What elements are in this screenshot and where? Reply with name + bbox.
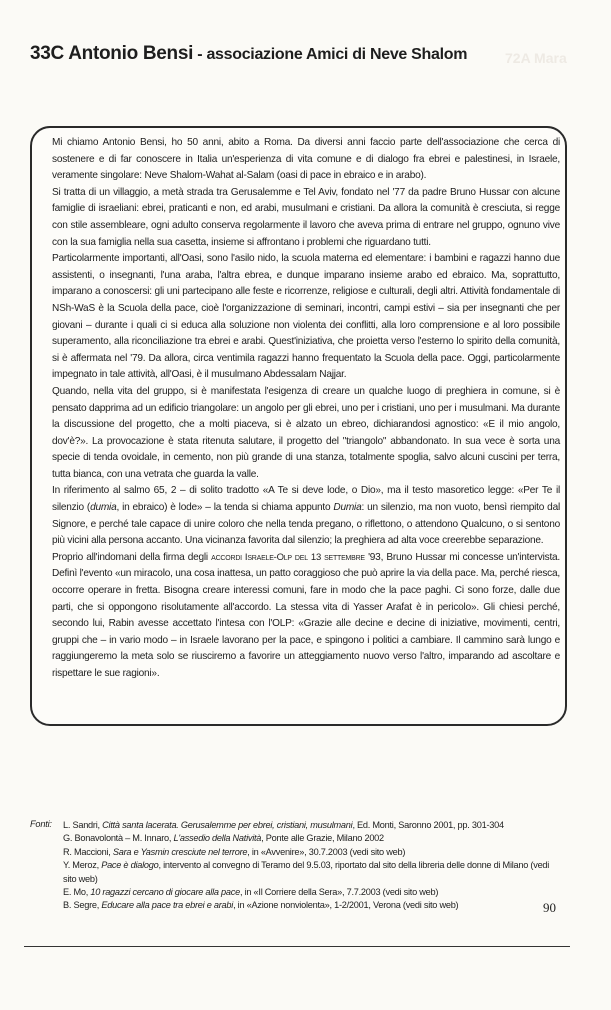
title-name: 33C Antonio Bensi bbox=[30, 43, 194, 64]
footer-divider bbox=[24, 946, 570, 947]
paragraph-interview: Proprio all'indomani della firma degli accordi Israele-Olp del 13 settembre '93, Bruno Hussar mi concesse un'intervista. Definì l'evento «un miracolo, una cosa inattesa, un patto coraggioso che può aprire la via della pace. Ma, perché riesca, occorre operare in fretta. Bisogna creare interessi comuni, fare in modo che la pace paghi. Ci sono forze, dalle due parti, che si oppongono risolutamente all'accordo. La stessa vita di Yasser Arafat è in pericolo». Gli chiesi perché, secondo lui, Rabin avesse accettato l'intesa con l'OLP: «Grazie alle decine e decine di iniziative, movimenti, centri, gruppi che – in vario modo – in Israele lavorano per la pace, e spingono i politici a cambiare. Il cammino sarà lungo e raggiungeremo la meta solo se riusciremo a favorire un atteggiamento nuovo verso l'altro, imparando ad ascoltare e rispettare le sue ragioni». bbox=[52, 551, 561, 679]
source-item: R. Maccioni, Sara e Yasmin cresciute nel terrore, in «Avvenire», 30.7.2003 (vedi sito web) bbox=[63, 846, 406, 857]
source-item: Y. Meroz, Pace è dialogo, intervento al convegno di Teramo del 9.5.03, riportato dal sito della libreria delle donne di Milano (vedi sito web) bbox=[63, 860, 550, 884]
paragraph-prayer-place: Quando, nella vita del gruppo, si è manifestata l'esigenza di creare un qualche luogo di preghiera in comune, si è pensato dapprima ad un edificio triangolare: un angolo per gli ebrei, uno per i cristiani, uno per i musulmani. Ma durante la discussione del progetto, che a molti piaceva, si è alzato un ebreo, dichiarandosi agnostico: «E il mio angolo, dov'è?». La provocazione è stata ritenuta salutare, il progetto del "triangolo" abbandonato. In sua vece è sorta una specie di tenda ovoidale, in cemento, non più grande di una stanza, totalmente spoglia, salvo alcuni cuscini per terra, tutta bianca, con una vetrata che guarda la valle. bbox=[52, 385, 560, 480]
source-item: L. Sandri, Città santa lacerata. Gerusalemme per ebrei, cristiani, musulmani, Ed. Monti, Saronno 2001, pp. 301-304 bbox=[63, 820, 504, 830]
source-item: B. Segre, Educare alla pace tra ebrei e arabi, in «Azione nonviolenta», 1-2/2001, Verona (vedi sito web) bbox=[63, 900, 459, 911]
bleed-through-header: 72A Mara bbox=[505, 50, 567, 66]
source-item: E. Mo, 10 ragazzi cercano di giocare alla pace, in «Il Corriere della Sera», 7.7.2003 (vedi sito web) bbox=[63, 887, 439, 898]
sources-label: Fonti: bbox=[30, 819, 52, 829]
paragraph-village: Si tratta di un villaggio, a metà strada tra Gerusalemme e Tel Aviv, fondato nel '77 da padre Bruno Hussar con alcune famiglie di israeliani: ebrei, praticanti e non, ed arabi, musulmani e cristiani. Da allora la comunità è cresciuta, si regge con stile assembleare, ogni adulto conserva regolarmente il lavoro che aveva prima di entrare nel gruppo, ognuno vive con la sua famiglia nella sua casetta, insieme si affrontano i problemi che riguardano tutti. bbox=[52, 186, 560, 248]
testimony-text bbox=[52, 135, 560, 683]
paragraph-school: Particolarmente importanti, all'Oasi, sono l'asilo nido, la scuola materna ed elementare: i bambini e ragazzi hanno due assistenti, o insegnanti, l'una araba, l'altra ebrea, e dunque imparano insieme arabo ed ebraico. Ma, soprattutto, imparano a conoscersi: gli uni partecipano alle feste e ricorrenze, religiose e culturali, degli altri. Attività fondamentale di NSh-WaS è la Scuola della pace, cioè l'organizzazione di seminari, incontri, campi estivi – sia per insegnanti che per giovani – durante i quali ci si educa alla soluzione non violenta dei conflitti, alla loro comprensione e al loro possibile superamento, alla riconciliazione tra ebrei e arabi. Quest'iniziativa, che proietta verso l'esterno lo spirito della comunità, si è affermata nel '79. Da allora, circa ventimila ragazzi hanno frequentato la Scuola della pace. Oggi, particolarmente impegnato in tale attività, all'Oasi, è il musulmano Abdessalam Najjar. bbox=[52, 253, 560, 381]
title-subtitle: - associazione Amici di Neve Shalom bbox=[197, 46, 468, 63]
source-item: G. Bonavolontà – M. Innaro, L'assedio della Natività, Ponte alle Grazie, Milano 2002 bbox=[63, 833, 384, 844]
paragraph-intro: Mi chiamo Antonio Bensi, ho 50 anni, abito a Roma. Da diversi anni faccio parte dell'associazione che cerca di sostenere e di far conoscere in Italia un'esperienza di vita comune e di dialogo fra ebrei e palestinesi, in Israele, veramente singolare: Neve Shalom-Wahat al-Salam (oasi di pace in ebraico e in arabo). bbox=[52, 137, 560, 182]
page-title bbox=[30, 43, 467, 65]
page-number: 90 bbox=[543, 900, 556, 915]
sources-list bbox=[63, 819, 563, 913]
paragraph-dumia: In riferimento al salmo 65, 2 – di solito tradotto «A Te si deve lode, o Dio», ma il testo masoretico legge: «Per Te il silenzio (dumia, in ebraico) è lode» – la tenda si chiama appunto Dumia: un silenzio, ma non vuoto, bensì riempito dal Signore, e perché tale capace di unire coloro che nella tenda pregano, o riflettono, o attendono Qualcuno, o si sentono più vicini alla persona accanto. Una vicinanza favorita dal silenzio; la preghiera ad alta voce creerebbe separazione. bbox=[52, 485, 560, 547]
